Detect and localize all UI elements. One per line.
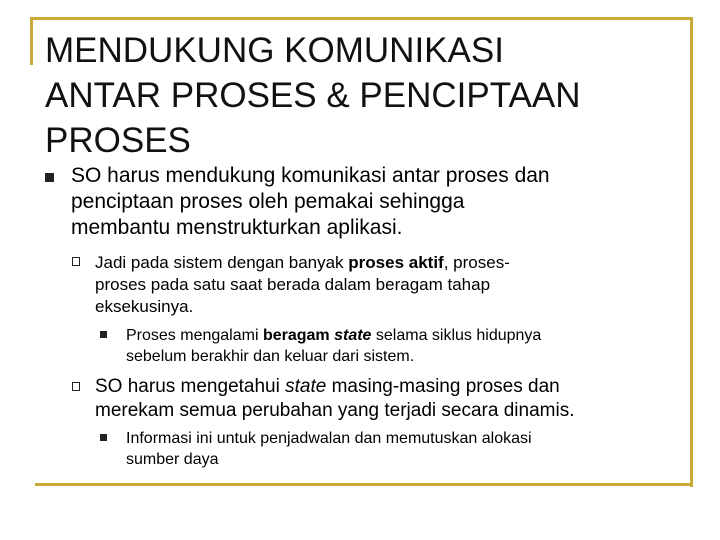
frame-right-line — [690, 17, 693, 487]
bullet-level1-text: SO harus mendukung komunikasi antar proses dan penciptaan proses oleh pemakai sehingga membantu menstrukturkan aplikasi. — [71, 164, 550, 239]
bold-italic-text-segment: state — [334, 327, 372, 344]
bullet-level1 — [45, 163, 681, 241]
bullet-level3-first — [100, 325, 686, 367]
bullet-level2-first — [72, 252, 675, 318]
bold-text-segment: proses aktif — [348, 253, 444, 272]
text-segment: Jadi pada sistem dengan banyak — [95, 253, 349, 272]
bullet-level2-first-text — [95, 252, 675, 318]
text-segment: SO harus mengetahui — [95, 376, 286, 397]
bullet-level3-second — [100, 428, 686, 470]
bullet-level2-second-text — [95, 375, 675, 423]
hollow-square-bullet-icon — [72, 257, 80, 266]
text-segment: selama siklus hidupnya sebelum berakhir dan keluar dari sistem. — [126, 327, 542, 365]
text-segment: Proses mengalami — [126, 327, 263, 344]
italic-text-segment: state — [285, 376, 327, 397]
bullet-level3-second-text: Informasi ini untuk penjadwalan dan memutuskan alokasi sumber daya — [126, 430, 532, 468]
frame-left-line — [30, 17, 33, 65]
bullet-level3-first-text — [126, 325, 686, 367]
frame-top-line — [30, 17, 693, 20]
slide-title: MENDUKUNG KOMUNIKASI ANTAR PROSES & PENCIPTAAN PROSES — [45, 31, 581, 160]
hollow-square-bullet-icon — [72, 382, 80, 391]
frame-bottom-line — [35, 483, 693, 486]
text-segment: , proses- proses pada satu saat berada dalam beragam tahap eksekusinya. — [95, 253, 510, 316]
bullet-level2-second — [72, 375, 675, 423]
square-bullet-icon — [100, 434, 107, 441]
square-bullet-icon — [45, 173, 54, 182]
text-segment: masing-masing proses dan merekam semua perubahan yang terjadi secara dinamis. — [95, 376, 575, 421]
bold-text-segment: beragam — [262, 327, 335, 344]
square-bullet-icon — [100, 331, 107, 338]
